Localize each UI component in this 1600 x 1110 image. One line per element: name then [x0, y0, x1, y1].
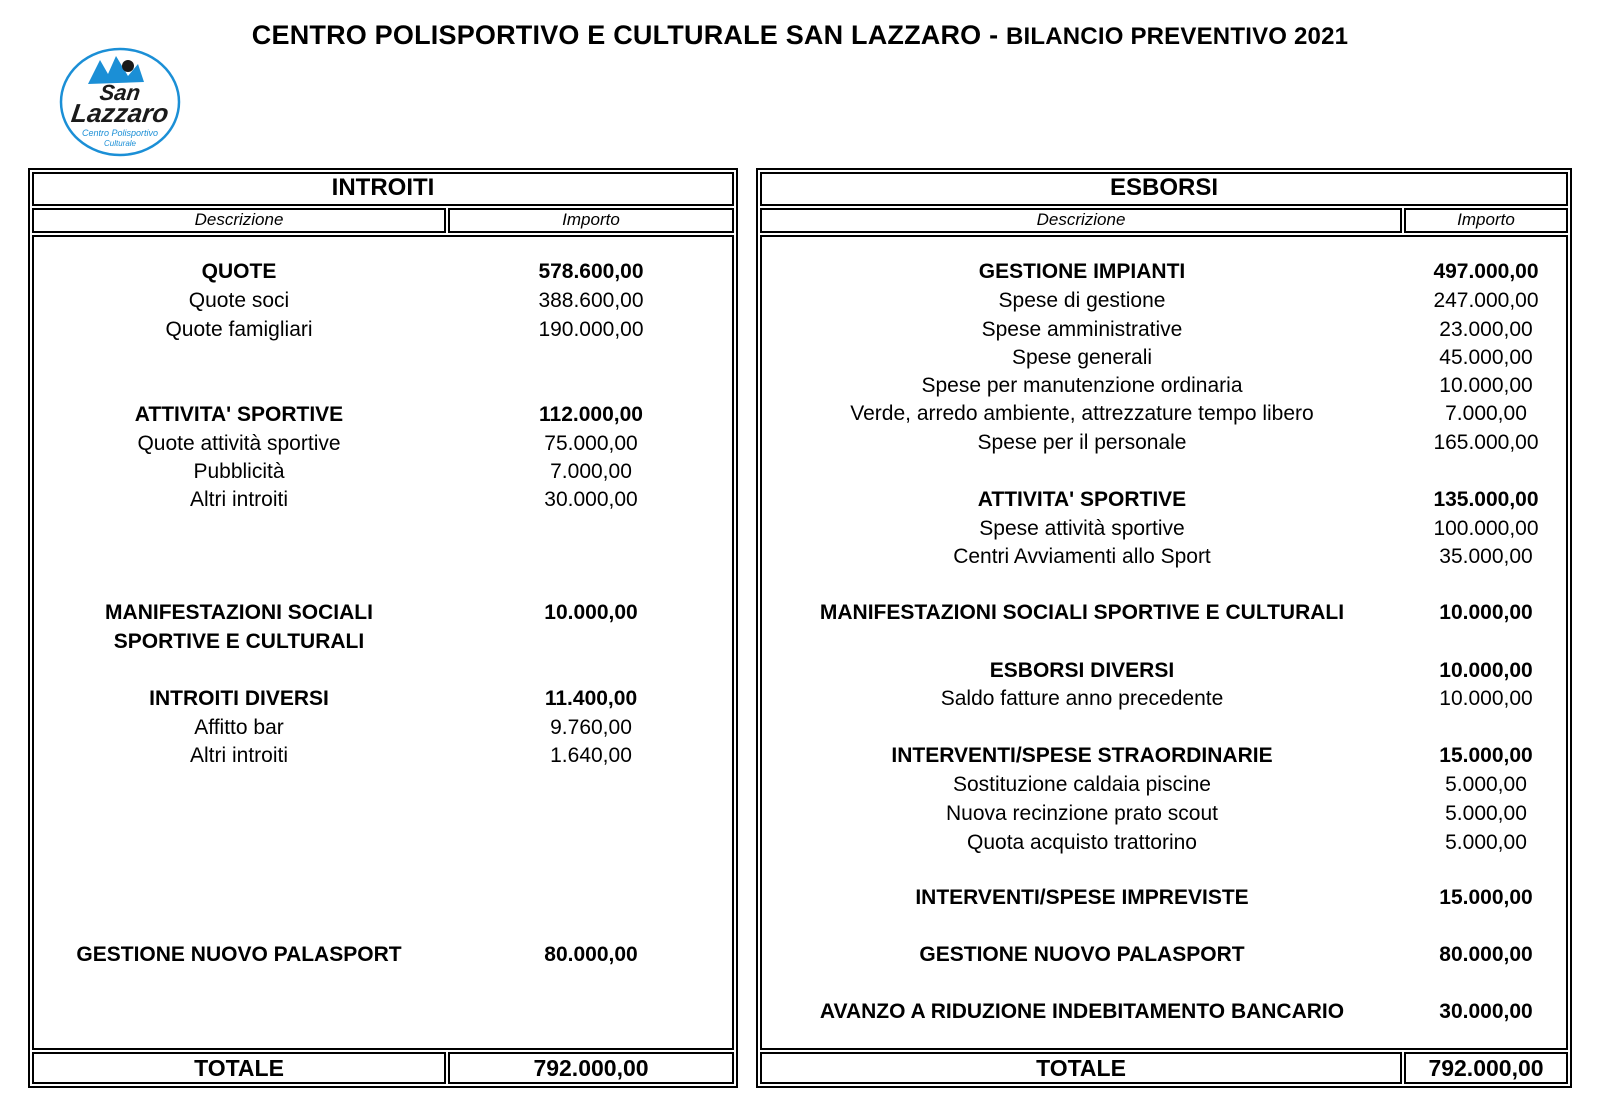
row-description: ESBORSI DIVERSI — [989, 659, 1175, 682]
introiti-col-desc: Descrizione — [194, 210, 284, 229]
row-amount: 9.760,00 — [550, 716, 632, 739]
row-description: Verde, arredo ambiente, attrezzature tempo libero — [850, 402, 1314, 425]
row-amount: 35.000,00 — [1439, 545, 1533, 568]
row-description: INTERVENTI/SPESE IMPREVISTE — [915, 886, 1249, 909]
row-amount: 80.000,00 — [544, 943, 638, 966]
row-description: Spese amministrative — [981, 318, 1183, 341]
row-description: AVANZO A RIDUZIONE INDEBITAMENTO BANCARIO — [819, 1000, 1345, 1023]
row-description: GESTIONE NUOVO PALASPORT — [919, 943, 1245, 966]
row-description: GESTIONE NUOVO PALASPORT — [76, 943, 402, 966]
row-amount: 10.000,00 — [1439, 687, 1533, 710]
logo-line-2: Lazzaro — [69, 98, 171, 128]
row-amount: 45.000,00 — [1439, 346, 1533, 369]
row-amount: 388.600,00 — [538, 289, 644, 312]
introiti-col-amount: Importo — [562, 210, 620, 229]
row-description: INTROITI DIVERSI — [149, 687, 329, 710]
row-description: MANIFESTAZIONI SOCIALI SPORTIVE E CULTURALI — [819, 601, 1345, 624]
row-amount: 11.400,00 — [544, 687, 638, 710]
row-amount: 10.000,00 — [1439, 374, 1533, 397]
row-description: Spese attività sportive — [979, 517, 1185, 540]
row-amount: 5.000,00 — [1445, 773, 1527, 796]
row-description: SPORTIVE E CULTURALI — [113, 630, 365, 653]
row-amount: 7.000,00 — [1445, 402, 1527, 425]
row-description: GESTIONE IMPIANTI — [978, 260, 1186, 283]
row-description: QUOTE — [201, 260, 277, 283]
row-amount: 112.000,00 — [539, 403, 643, 426]
row-description: Spese di gestione — [998, 289, 1166, 312]
row-description: Spese per il personale — [977, 431, 1187, 454]
row-amount: 10.000,00 — [544, 601, 638, 624]
row-description: Pubblicità — [193, 460, 285, 483]
row-amount: 15.000,00 — [1439, 886, 1533, 909]
row-description: Nuova recinzione prato scout — [946, 802, 1218, 825]
logo — [58, 46, 182, 158]
row-amount: 10.000,00 — [1439, 659, 1533, 682]
row-description: INTERVENTI/SPESE STRAORDINARIE — [891, 744, 1273, 767]
row-description: ATTIVITA' SPORTIVE — [977, 488, 1187, 511]
row-amount: 80.000,00 — [1439, 943, 1533, 966]
row-amount: 75.000,00 — [544, 432, 638, 455]
row-description: Quote famigliari — [165, 318, 313, 341]
row-description: Quote soci — [188, 289, 290, 312]
logo-line-1: San — [98, 80, 142, 105]
row-amount: 15.000,00 — [1439, 744, 1533, 767]
esborsi-header: ESBORSI — [1109, 174, 1219, 201]
row-description: Spese per manutenzione ordinaria — [921, 374, 1243, 397]
row-amount: 7.000,00 — [550, 460, 632, 483]
row-description: Affitto bar — [194, 716, 284, 739]
row-description: Quote attività sportive — [137, 432, 341, 455]
row-description: Centri Avviamenti allo Sport — [953, 545, 1211, 568]
row-amount: 190.000,00 — [538, 318, 644, 341]
esborsi-col-amount: Importo — [1457, 210, 1515, 229]
row-amount: 5.000,00 — [1445, 831, 1527, 854]
row-description: MANIFESTAZIONI SOCIALI — [105, 601, 373, 624]
logo-line-4: Culturale — [103, 139, 136, 148]
row-amount: 165.000,00 — [1433, 431, 1539, 454]
page-title — [0, 20, 1600, 51]
title-main: CENTRO POLISPORTIVO E CULTURALE SAN LAZZARO - — [251, 20, 1006, 50]
title-sub: BILANCIO PREVENTIVO 2021 — [1005, 23, 1349, 50]
row-amount: 30.000,00 — [1439, 1000, 1533, 1023]
row-description: Quota acquisto trattorino — [967, 831, 1197, 854]
row-amount: 30.000,00 — [544, 488, 638, 511]
logo-line-3: Centro Polisportivo — [81, 128, 159, 138]
row-amount: 135.000,00 — [1433, 488, 1539, 511]
row-amount: 100.000,00 — [1433, 517, 1539, 540]
esborsi-total-label: TOTALE — [1036, 1055, 1126, 1081]
row-description: Spese generali — [1011, 346, 1153, 369]
introiti-header: INTROITI — [331, 174, 435, 201]
esborsi-col-desc: Descrizione — [1036, 210, 1126, 229]
row-description: Saldo fatture anno precedente — [940, 687, 1224, 710]
introiti-total-label: TOTALE — [194, 1055, 284, 1081]
row-description: Altri introiti — [189, 488, 289, 511]
row-description: Sostituzione caldaia piscine — [953, 773, 1211, 796]
row-description: ATTIVITA' SPORTIVE — [134, 403, 344, 426]
row-description: Altri introiti — [189, 744, 289, 767]
introiti-total-amount: 792.000,00 — [533, 1055, 649, 1081]
row-amount: 497.000,00 — [1433, 260, 1539, 283]
row-amount: 247.000,00 — [1433, 289, 1539, 312]
row-amount: 1.640,00 — [550, 744, 632, 767]
row-amount: 10.000,00 — [1439, 601, 1533, 624]
row-amount: 5.000,00 — [1445, 802, 1527, 825]
row-amount: 23.000,00 — [1439, 318, 1533, 341]
row-amount: 578.600,00 — [538, 260, 644, 283]
esborsi-total-amount: 792.000,00 — [1428, 1055, 1544, 1081]
